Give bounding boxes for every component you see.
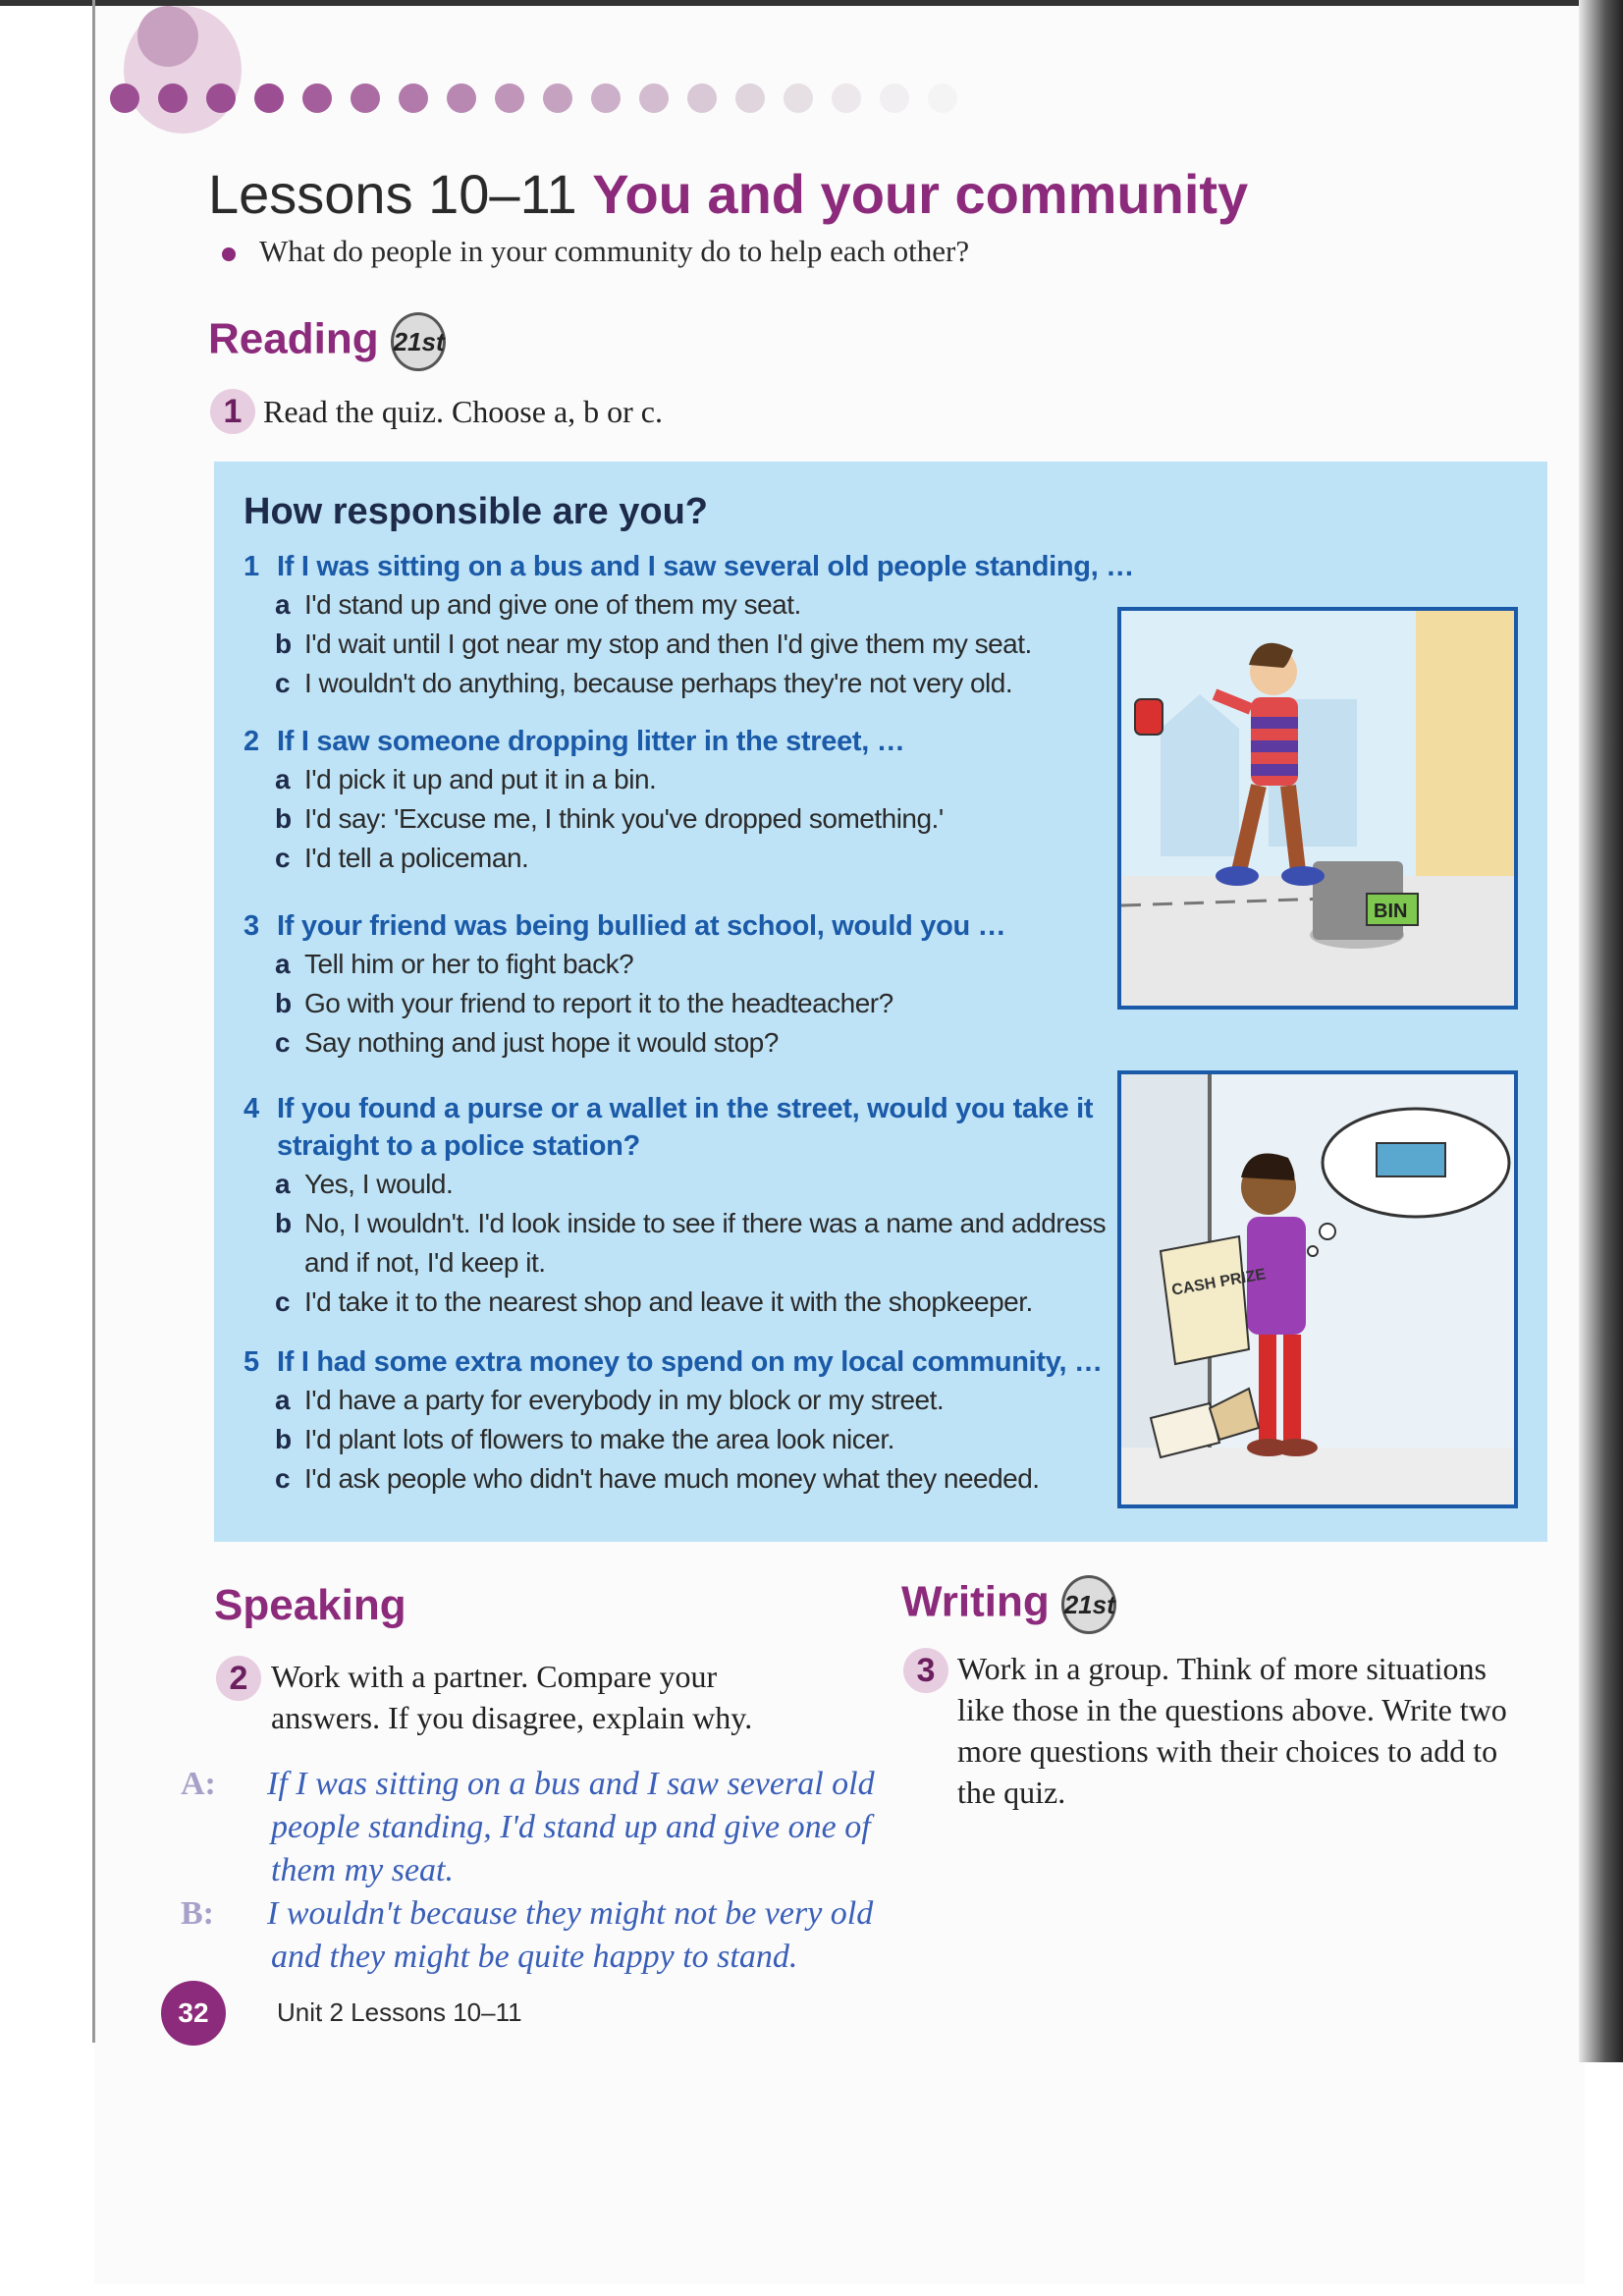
option-text: Tell him or her to fight back? [304, 949, 634, 979]
option-text: I'd ask people who didn't have much money what they needed. [304, 1463, 1040, 1494]
illustration-litter [1117, 607, 1518, 1010]
decorative-dot [639, 83, 669, 113]
option-letter: b [275, 988, 292, 1018]
reading-heading [208, 312, 446, 371]
lesson-label: Lessons 10–11 [208, 163, 577, 225]
question-number: 2 [243, 726, 259, 757]
scan-right-edge [1579, 0, 1623, 2062]
21st-century-skills-icon: 21st [1061, 1575, 1116, 1634]
option-text: I'd stand up and give one of them my seat. [304, 589, 801, 620]
decorative-dot [591, 83, 621, 113]
decorative-dot [735, 83, 765, 113]
option-letter: b [275, 1424, 292, 1454]
bin-sign: BIN [1374, 901, 1408, 922]
lesson-title [208, 162, 1248, 226]
option-text: Yes, I would. [304, 1169, 454, 1199]
question-stem [243, 548, 1324, 585]
decorative-dot [351, 83, 380, 113]
decorative-dot-row [110, 83, 957, 113]
option-letter: c [275, 1286, 291, 1317]
example-line-b [181, 1892, 893, 1979]
option-letter: b [275, 629, 292, 659]
quiz-box [214, 462, 1547, 1542]
option-text: I'd have a party for everybody in my block or my street. [304, 1385, 945, 1415]
speaking-example [181, 1763, 893, 1979]
lesson-main-title: You and your community [592, 163, 1249, 225]
intro-question [222, 234, 969, 269]
option-text: I'd tell a policeman. [304, 843, 529, 873]
writing-instruction: Work in a group. Think of more situations like those in the questions above. Write two more questions with their choices to add to the quiz. [957, 1651, 1507, 1810]
option-letter: c [275, 668, 291, 698]
question-text: If I had some extra money to spend on my local community, … [277, 1346, 1103, 1378]
writing-heading-text: Writing [901, 1577, 1050, 1626]
decorative-dot [206, 83, 236, 113]
exercise-number-1: 1 [210, 389, 255, 434]
exercise-number-3: 3 [903, 1648, 948, 1693]
question-text: If I saw someone dropping litter in the street, … [277, 726, 905, 757]
quiz-title: How responsible are you? [243, 491, 708, 532]
footer-unit-label: Unit 2 Lessons 10–11 [277, 1997, 522, 2027]
decorative-dot [543, 83, 572, 113]
quiz-option [243, 1165, 1108, 1204]
quiz-question-4 [243, 1090, 1108, 1322]
option-text: I'd wait until I got near my stop and then I'd give them my seat. [304, 629, 1032, 659]
decorative-dot [832, 83, 861, 113]
option-text: I'd plant lots of flowers to make the area look nicer. [304, 1424, 894, 1454]
option-letter: c [275, 1027, 291, 1058]
question-stem [243, 1090, 1108, 1165]
option-text: Go with your friend to report it to the headteacher? [304, 988, 893, 1018]
illustration-cash-prize [1117, 1070, 1518, 1508]
question-text: If you found a purse or a wallet in the street, would you take it straight to a police station? [277, 1093, 1094, 1162]
decorative-dot [687, 83, 717, 113]
reading-heading-text: Reading [208, 314, 379, 363]
intro-question-text: What do people in your community do to help each other? [259, 234, 970, 268]
question-text: If I was sitting on a bus and I saw several old people standing, … [277, 551, 1134, 582]
21st-century-skills-icon: 21st [391, 312, 446, 371]
bullet-icon [222, 247, 236, 261]
decorative-dot [110, 83, 139, 113]
quiz-option [243, 1204, 1108, 1283]
decorative-dot [880, 83, 909, 113]
option-text: Say nothing and just hope it would stop? [304, 1027, 779, 1058]
option-letter: a [275, 589, 291, 620]
option-text: I'd pick it up and put it in a bin. [304, 764, 657, 794]
option-text: I wouldn't do anything, because perhaps they're not very old. [304, 668, 1013, 698]
option-letter: a [275, 1169, 291, 1199]
quiz-option [243, 1023, 1324, 1063]
option-text: I'd take it to the nearest shop and leave it with the shopkeeper. [304, 1286, 1033, 1317]
decorative-dot [254, 83, 284, 113]
decorative-bubble-small [137, 6, 198, 67]
option-letter: c [275, 1463, 291, 1494]
decorative-dot [447, 83, 476, 113]
question-number: 3 [243, 910, 259, 942]
writing-heading [901, 1575, 1116, 1634]
illustration-cash-prize-drawing [1121, 1074, 1514, 1504]
option-letter: a [275, 1385, 291, 1415]
decorative-dot [928, 83, 957, 113]
option-text: I'd say: 'Excuse me, I think you've dropped something.' [304, 803, 944, 834]
reading-instruction: Read the quiz. Choose a, b or c. [263, 394, 663, 429]
decorative-dot [399, 83, 428, 113]
speaking-instruction: Work with a partner. Compare your answers. If you disagree, explain why. [271, 1659, 753, 1735]
speaking-heading: Speaking [214, 1581, 406, 1629]
decorative-dot [495, 83, 524, 113]
option-text: No, I wouldn't. I'd look inside to see if there was a name and address and if not, I'd keep it. [304, 1208, 1107, 1278]
scan-left-edge [92, 0, 95, 2043]
decorative-dot [784, 83, 813, 113]
cash-prize-sign: CASH PRIZE [1170, 1266, 1268, 1299]
option-letter: a [275, 764, 291, 794]
example-text: I wouldn't because they might not be very old and they might be quite happy to stand. [267, 1895, 874, 1975]
question-text: If your friend was being bullied at school, would you … [277, 910, 1006, 942]
illustration-litter-drawing [1121, 611, 1514, 1006]
decorative-dot [158, 83, 188, 113]
example-line-a [181, 1763, 893, 1892]
option-letter: c [275, 843, 291, 873]
example-text: If I was sitting on a bus and I saw several old people standing, I'd stand up and give one of them my seat. [267, 1766, 875, 1888]
page-number: 32 [161, 1981, 226, 2046]
option-letter: b [275, 1208, 292, 1238]
speaker-label: B: [181, 1895, 214, 1932]
question-number: 1 [243, 551, 259, 582]
question-number: 5 [243, 1346, 259, 1378]
decorative-dot [302, 83, 332, 113]
option-letter: b [275, 803, 292, 834]
speaker-label: A: [181, 1766, 216, 1802]
question-number: 4 [243, 1093, 259, 1124]
exercise-number-2: 2 [216, 1656, 261, 1701]
option-letter: a [275, 949, 291, 979]
quiz-option [243, 1283, 1108, 1322]
